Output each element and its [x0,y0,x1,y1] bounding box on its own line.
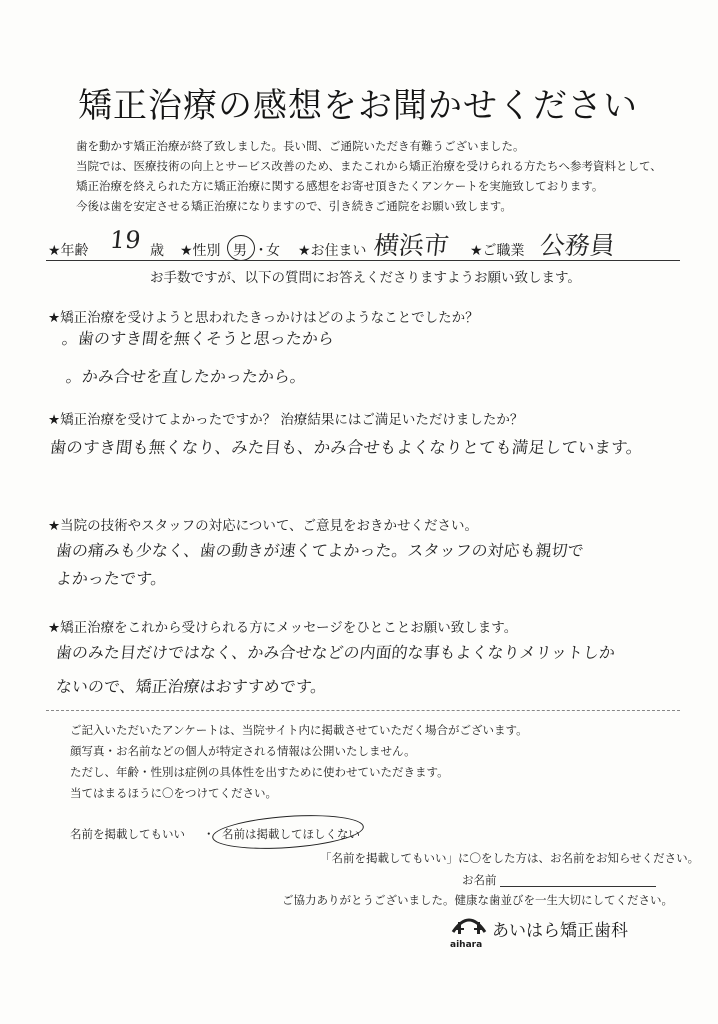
note-line-2: 顔写真・お名前などの個人が特定される情報は公開いたしません。 [70,744,416,758]
answer-2-line-1: 歯のすき間も無くなり、みた目も、かみ合せもよくなりとても満足しています。 [48,438,644,457]
gender-female: 女 [266,243,280,259]
note-line-3: ただし、年齢・性別は症例の具体性を出すために使わせていただきます。 [70,765,449,779]
intro-line-2: 当院では、医療技術の向上とサービス改善のため、またこれから矯正治療を受けられる方たちへ参考資料として、 [76,159,662,173]
clinic-romaji: aihara [450,940,483,950]
note-line-4: 当てはまるほうに〇をつけてください。 [70,786,277,800]
page-title: 矯正治療の感想をお聞かせください [78,86,638,126]
question-3: ★当院の技術やスタッフの対応について、ご意見をおきかせください。 [48,518,479,534]
request-text: お手数ですが、以下の質問にお答えくださりますようお願い致します。 [150,270,581,286]
answer-1-line-1: 。歯のすき間を無くそうと思ったから [60,329,335,348]
intro-line-1: 歯を動かす矯正治療が終了致しました。長い間、ご通院いただき有難うございました。 [76,139,525,153]
residence-label: ★お住まい [298,243,367,259]
clinic-logo-icon [450,908,488,938]
gender-separator: ・ [254,243,268,259]
question-4: ★矯正治療をこれから受けられる方にメッセージをひとことお願い致します。 [48,620,518,636]
name-underline [500,886,656,887]
answer-1-line-2: 。かみ合せを直したかったから。 [64,367,307,386]
notes-divider [46,710,680,711]
age-label: ★年齢 [48,243,89,259]
gender-label: ★性別 [180,243,221,259]
thanks-text: ご協力ありがとうございました。健康な歯並びを一生大切にしてください。 [282,893,673,907]
name-label: お名前 [462,873,497,887]
answer-4-line-1: 歯のみた目だけではなく、かみ合せなどの内面的な事もよくなりメリットしか [54,643,616,662]
consent-option-ng: 名前は掲載してほしくない [222,827,360,841]
answer-4-line-2: ないので、矯正治療はおすすめです。 [54,677,328,696]
consent-separator: ・ [203,827,215,841]
answer-3-line-2: よかったです。 [54,569,168,588]
name-notice: 「名前を掲載してもいい」に〇をした方は、お名前をお知らせください。 [320,851,700,865]
intro-line-3: 矯正治療を終えられた方に矯正治療に関する感想をお寄せ頂きたくアンケートを実施致しております。 [76,179,604,193]
answer-3-line-1: 歯の痛みも少なく、歯の動きが速くてよかった。スタッフの対応も親切で [54,541,585,560]
consent-circle-mark [211,811,365,854]
residence-value: 横浜市 [372,231,451,260]
age-unit: 歳 [150,243,164,259]
gender-male: 男 [233,243,247,259]
job-label: ★ご職業 [470,243,525,259]
job-value: 公務員 [538,231,617,260]
note-line-1: ご記入いただいたアンケートは、当院サイト内に掲載させていただく場合がございます。 [70,723,528,737]
gender-circle-mark [227,235,255,261]
question-2: ★矯正治療を受けてよかったですか？ 治療結果にはご満足いただけましたか？ [48,412,524,428]
clinic-name: あいはら矯正歯科 [492,921,628,941]
age-value: 19 [108,226,143,254]
profile-underline [46,260,680,261]
question-1: ★矯正治療を受けようと思われたきっかけはどのようなことでしたか？ [48,310,479,326]
consent-option-ok: 名前を掲載してもいい [70,827,185,841]
intro-line-4: 今後は歯を安定させる矯正治療になりますので、引き続きご通院をお願い致します。 [76,199,512,213]
